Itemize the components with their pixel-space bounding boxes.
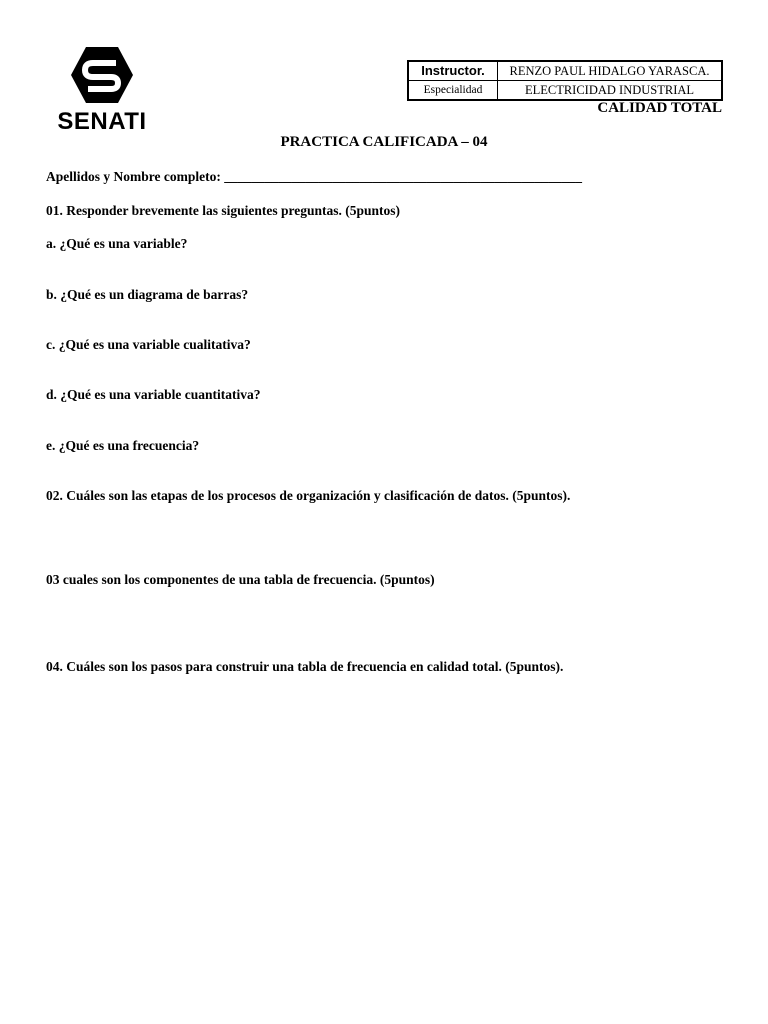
- logo-text: SENATI: [57, 108, 147, 135]
- question-1b: b. ¿Qué es un diagrama de barras?: [46, 287, 249, 302]
- specialty-row: [408, 81, 722, 101]
- senati-logo: [48, 46, 156, 138]
- instructor-info-table: [407, 60, 723, 101]
- question-1a: a. ¿Qué es una variable?: [46, 236, 188, 251]
- specialty-label: Especialidad: [408, 81, 498, 101]
- question-1d: d. ¿Qué es una variable cuantitativa?: [46, 387, 261, 402]
- senati-hexagon-icon: [70, 46, 134, 104]
- question-1: 01. Responder brevemente las siguientes preguntas. (5puntos): [46, 203, 401, 218]
- course-name: CALIDAD TOTAL: [597, 100, 722, 116]
- question-4: 04. Cuáles son los pasos para construir una tabla de frecuencia en calidad total. (5puntos).: [46, 659, 564, 674]
- question-2: 02. Cuáles son las etapas de los procesos de organización y clasificación de datos. (5puntos).: [46, 488, 571, 503]
- question-3: 03 cuales son los componentes de una tabla de frecuencia. (5puntos): [46, 572, 435, 587]
- question-1c: c. ¿Qué es una variable cualitativa?: [46, 337, 251, 352]
- question-1e: e. ¿Qué es una frecuencia?: [46, 438, 200, 453]
- page-title: PRACTICA CALIFICADA – 04: [280, 134, 488, 150]
- specialty-value: ELECTRICIDAD INDUSTRIAL: [498, 81, 723, 101]
- instructor-label: Instructor.: [408, 61, 498, 81]
- instructor-value: RENZO PAUL HIDALGO YARASCA.: [498, 61, 723, 81]
- instructor-row: [408, 61, 722, 81]
- student-name-line: Apellidos y Nombre completo: _____________________________________________________: [46, 169, 582, 184]
